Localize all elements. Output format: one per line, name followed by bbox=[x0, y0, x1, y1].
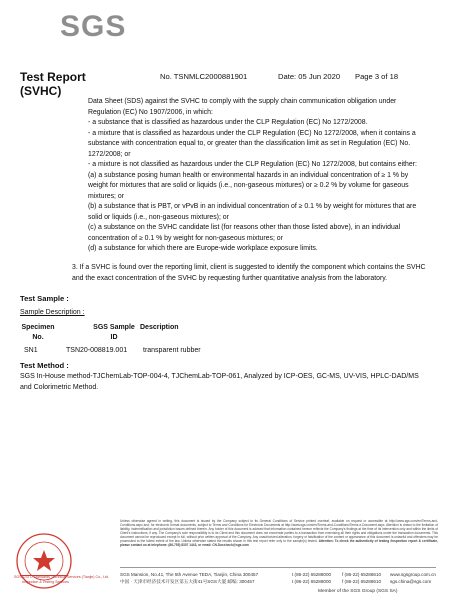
address-en: SGS Mansion, No.41, The 5th Avenue TEDA, Tianjin, China 300457 bbox=[120, 572, 259, 577]
column-header-description: Description bbox=[140, 324, 179, 331]
cell-specimen: SN1 bbox=[24, 347, 38, 354]
report-date: Date: 05 Jun 2020 bbox=[278, 72, 341, 81]
list-item: (a) a substance posing human health or environmental hazards in an individual concentration of ≥ 1 % by weight for mixtures that are solid or liquids (i.e., non-gaseous mixtures) or ≥ 0.2 % by volume for gaseous mixtures; or bbox=[88, 171, 409, 200]
column-header-sample-id: SGS Sample ID bbox=[93, 324, 135, 341]
svhc-obligation-text bbox=[88, 97, 428, 255]
seal-company: SGS-CSTC Standards Technical Services (Tianjin) Co., Ltd. bbox=[14, 575, 110, 579]
bullet: - a mixture that is classified as hazardous under the CLP Regulation (EC) No 1272/2008, when it contains a substance with concentration equal to, or greater than the classification limit as set in Regulation (EC) No. 1272/2008; or bbox=[88, 129, 416, 158]
telephone-en: t (86-22) 65288000 bbox=[292, 572, 332, 577]
disclaimer-text: Unless otherwise agreed in writing, this document is issued by the Company subject to its General Conditions of Service printed overleaf, available on request or accessible at http://www.sgs.com/en/Terms-and-Conditions.aspx and, for electronic format documents, subject to Terms and Conditions for Electronic Documents at http://www.sgs.com/en/Terms-and-Conditions/Terms-e-Document.aspx. Attention is drawn to the limitation of liability, indemnification and jurisdiction issues defined therein. Any holder of this document is advised that information contained hereon reflects the Company's findings at the time of its intervention only and within the limits of Client's instructions, if any. The Company's sole responsibility is to its Client and this document does not exonerate parties to a transaction from exercising all their rights and obligations under the transaction documents. This document cannot be reproduced except in full, without prior written approval of the Company. Any unauthorized alteration, forgery or falsification of the content or appearance of this document is unlawful and offenders may be prosecuted to the fullest extent of the law. Unless otherwise stated the results shown in this test report refer only to the sample(s) tested. bbox=[120, 519, 438, 543]
test-sample-heading: Test Sample : bbox=[20, 294, 69, 303]
report-number: No. TSNMLC2000881901 bbox=[160, 72, 248, 81]
cell-sample-id: TSN20-008819.001 bbox=[66, 347, 128, 354]
sgs-logo: SGS bbox=[60, 10, 127, 43]
member-of-group: Member of the SGS Group (SGS SA) bbox=[318, 589, 398, 594]
paragraph: Data Sheet (SDS) against the SVHC to comply with the supply chain communication obligation under Regulation (EC) No 1907/2006, in which: bbox=[88, 98, 397, 116]
report-title-line2: (SVHC) bbox=[20, 84, 62, 98]
seal-label: Inspection & Testing Services bbox=[22, 580, 69, 584]
list-item: (b) a substance that is PBT, or vPvB in an individual concentration of ≥ 0.1 % by weight for mixtures that are solid or liquids (i.e., non-gaseous mixtures); or bbox=[88, 203, 417, 221]
telephone-cn: t (86-22) 65288000 bbox=[292, 579, 332, 584]
test-method-text: SGS In-House method-TJChemLab-TOP-004-4, TJChemLab-TOP-061, Analyzed by ICP-OES, GC-MS, UV-VIS, HPLC-DAD/MS and Colorimetric Method. bbox=[20, 373, 419, 391]
page-number: Page 3 of 18 bbox=[355, 72, 399, 81]
bullet: - a substance that is classified as hazardous under the CLP Regulation (EC) No 1272/2008. bbox=[88, 119, 368, 126]
fax-cn: f (86-22) 65288610 bbox=[342, 579, 382, 584]
email: sgs.china@sgs.com bbox=[390, 579, 432, 584]
sample-description-heading: Sample Description : bbox=[20, 309, 85, 316]
attention-text: Attention: To check the authenticity of testing /inspection report & certificate, please contact us at telephone: (86-755) 8307 1443, or email: CN.Doccheck@sgs.com bbox=[120, 539, 438, 547]
website: www.sgsgroup.com.cn bbox=[390, 572, 436, 577]
footer-divider bbox=[120, 567, 436, 568]
fax-en: f (86-22) 65288610 bbox=[342, 572, 382, 577]
list-item: (d) a substance for which there are Europe-wide workplace exposure limits. bbox=[88, 245, 318, 252]
report-title-line1: Test Report bbox=[20, 70, 86, 84]
address-cn: 中国 · 天津市经济技术开发区第五大街41号SGS大厦 邮编: 300457 bbox=[120, 579, 255, 584]
report-title bbox=[20, 70, 86, 98]
footer-disclaimer bbox=[120, 519, 438, 547]
cell-description: transparent rubber bbox=[143, 347, 201, 354]
bullet: - a mixture is not classified as hazardous under the CLP Regulation (EC) No 1272/2008, but contains either: bbox=[88, 161, 417, 168]
column-header-specimen: Specimen No. bbox=[21, 324, 55, 341]
point-3: 3. If a SVHC is found over the reporting limit, client is suggested to identify the component which contains the SVHC and the exact concentration of the SVHC by requesting further quantitative analysis from the laboratory. bbox=[72, 264, 426, 282]
test-method-heading: Test Method : bbox=[20, 361, 69, 370]
list-item: (c) a substance on the SVHC candidate list (for reasons other than those listed above), in an individual concentration of ≥ 0.1 % by weight for non-gaseous mixtures; or bbox=[88, 224, 401, 242]
